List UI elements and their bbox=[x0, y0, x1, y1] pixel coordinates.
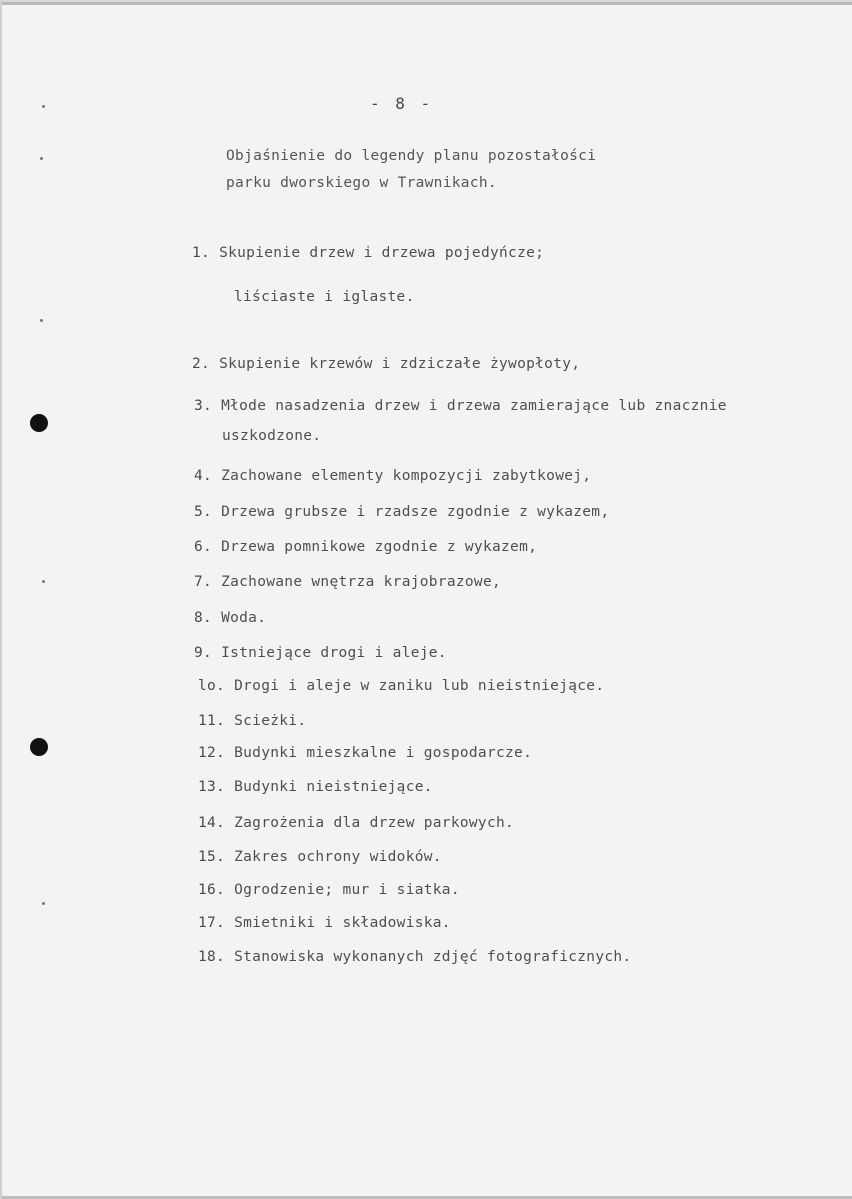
list-item-number: 17. bbox=[198, 915, 226, 931]
list-item bbox=[194, 398, 727, 414]
list-item-number: 13. bbox=[198, 779, 226, 795]
list-item bbox=[198, 713, 306, 729]
list-item-text: Budynki nieistniejące. bbox=[234, 779, 433, 795]
list-item-number: 18. bbox=[198, 949, 226, 965]
list-item-text: Ogrodzenie; mur i siatka. bbox=[234, 882, 460, 898]
list-item bbox=[198, 849, 442, 865]
list-item bbox=[198, 779, 433, 795]
list-item bbox=[198, 745, 532, 761]
list-item-number: 7. bbox=[194, 574, 213, 590]
list-item-text: Drzewa grubsze i rzadsze zgodnie z wykazem, bbox=[221, 504, 610, 520]
list-item-text: Istniejące drogi i aleje. bbox=[221, 645, 447, 661]
list-item bbox=[198, 882, 460, 898]
heading-line-2: parku dworskiego w Trawnikach. bbox=[226, 175, 497, 191]
list-item-number: 3. bbox=[194, 398, 213, 414]
list-item bbox=[194, 539, 537, 555]
page-number: - 8 - bbox=[370, 94, 434, 113]
list-item-continuation bbox=[234, 289, 415, 305]
list-item-number: 12. bbox=[198, 745, 226, 761]
list-item-text: Skupienie drzew i drzewa pojedyńcze; bbox=[219, 245, 545, 261]
list-item-continuation bbox=[222, 428, 321, 444]
list-item bbox=[194, 468, 591, 484]
list-item-number: 6. bbox=[194, 539, 213, 555]
list-item-number: 1. bbox=[192, 245, 211, 261]
list-item bbox=[198, 815, 514, 831]
list-item-text: Skupienie krzewów i zdziczałe żywopłoty, bbox=[219, 356, 581, 372]
punch-hole-top bbox=[30, 414, 48, 432]
list-item-number: 14. bbox=[198, 815, 226, 831]
list-item bbox=[194, 645, 447, 661]
list-item bbox=[198, 678, 604, 694]
list-item-text: Drogi i aleje w zaniku lub nieistniejące. bbox=[234, 678, 605, 694]
list-item bbox=[198, 915, 451, 931]
list-item-number: 8. bbox=[194, 610, 213, 626]
margin-mark bbox=[40, 319, 43, 322]
list-item-text: Stanowiska wykonanych zdjęć fotograficznych. bbox=[234, 949, 632, 965]
punch-hole-bottom bbox=[30, 738, 48, 756]
list-item-text: Zachowane wnętrza krajobrazowe, bbox=[221, 574, 502, 590]
list-item-text: Drzewa pomnikowe zgodnie z wykazem, bbox=[221, 539, 538, 555]
page-top-edge bbox=[2, 2, 852, 5]
list-item-number: 4. bbox=[194, 468, 213, 484]
margin-mark bbox=[42, 902, 45, 905]
list-item-text: Smietniki i składowiska. bbox=[234, 915, 451, 931]
list-item bbox=[192, 356, 580, 372]
list-item-text: Zachowane elementy kompozycji zabytkowej, bbox=[221, 468, 592, 484]
list-item-text: Młode nasadzenia drzew i drzewa zamierające lub znacznie bbox=[221, 398, 727, 414]
margin-mark bbox=[42, 105, 45, 108]
list-item bbox=[194, 574, 501, 590]
list-item bbox=[194, 610, 266, 626]
list-item bbox=[192, 245, 544, 261]
list-item-number: 9. bbox=[194, 645, 213, 661]
list-item-number: 11. bbox=[198, 713, 226, 729]
list-item-text: Scieżki. bbox=[234, 713, 307, 729]
list-item-number: 15. bbox=[198, 849, 226, 865]
list-item-number: 5. bbox=[194, 504, 213, 520]
list-item-text: Zagrożenia dla drzew parkowych. bbox=[234, 815, 515, 831]
heading-line-1: Objaśnienie do legendy planu pozostałości bbox=[226, 148, 597, 164]
list-item-text: Zakres ochrony widoków. bbox=[234, 849, 442, 865]
list-item bbox=[194, 504, 609, 520]
list-item-text: uszkodzone. bbox=[222, 428, 322, 444]
list-item-text: Budynki mieszkalne i gospodarcze. bbox=[234, 745, 533, 761]
list-item-number: 2. bbox=[192, 356, 211, 372]
margin-mark bbox=[40, 157, 43, 160]
margin-mark bbox=[42, 580, 45, 583]
list-item-text: liściaste i iglaste. bbox=[234, 289, 415, 305]
list-item-number: lo. bbox=[198, 678, 226, 694]
list-item-number: 16. bbox=[198, 882, 226, 898]
list-item-text: Woda. bbox=[221, 610, 267, 626]
list-item bbox=[198, 949, 631, 965]
